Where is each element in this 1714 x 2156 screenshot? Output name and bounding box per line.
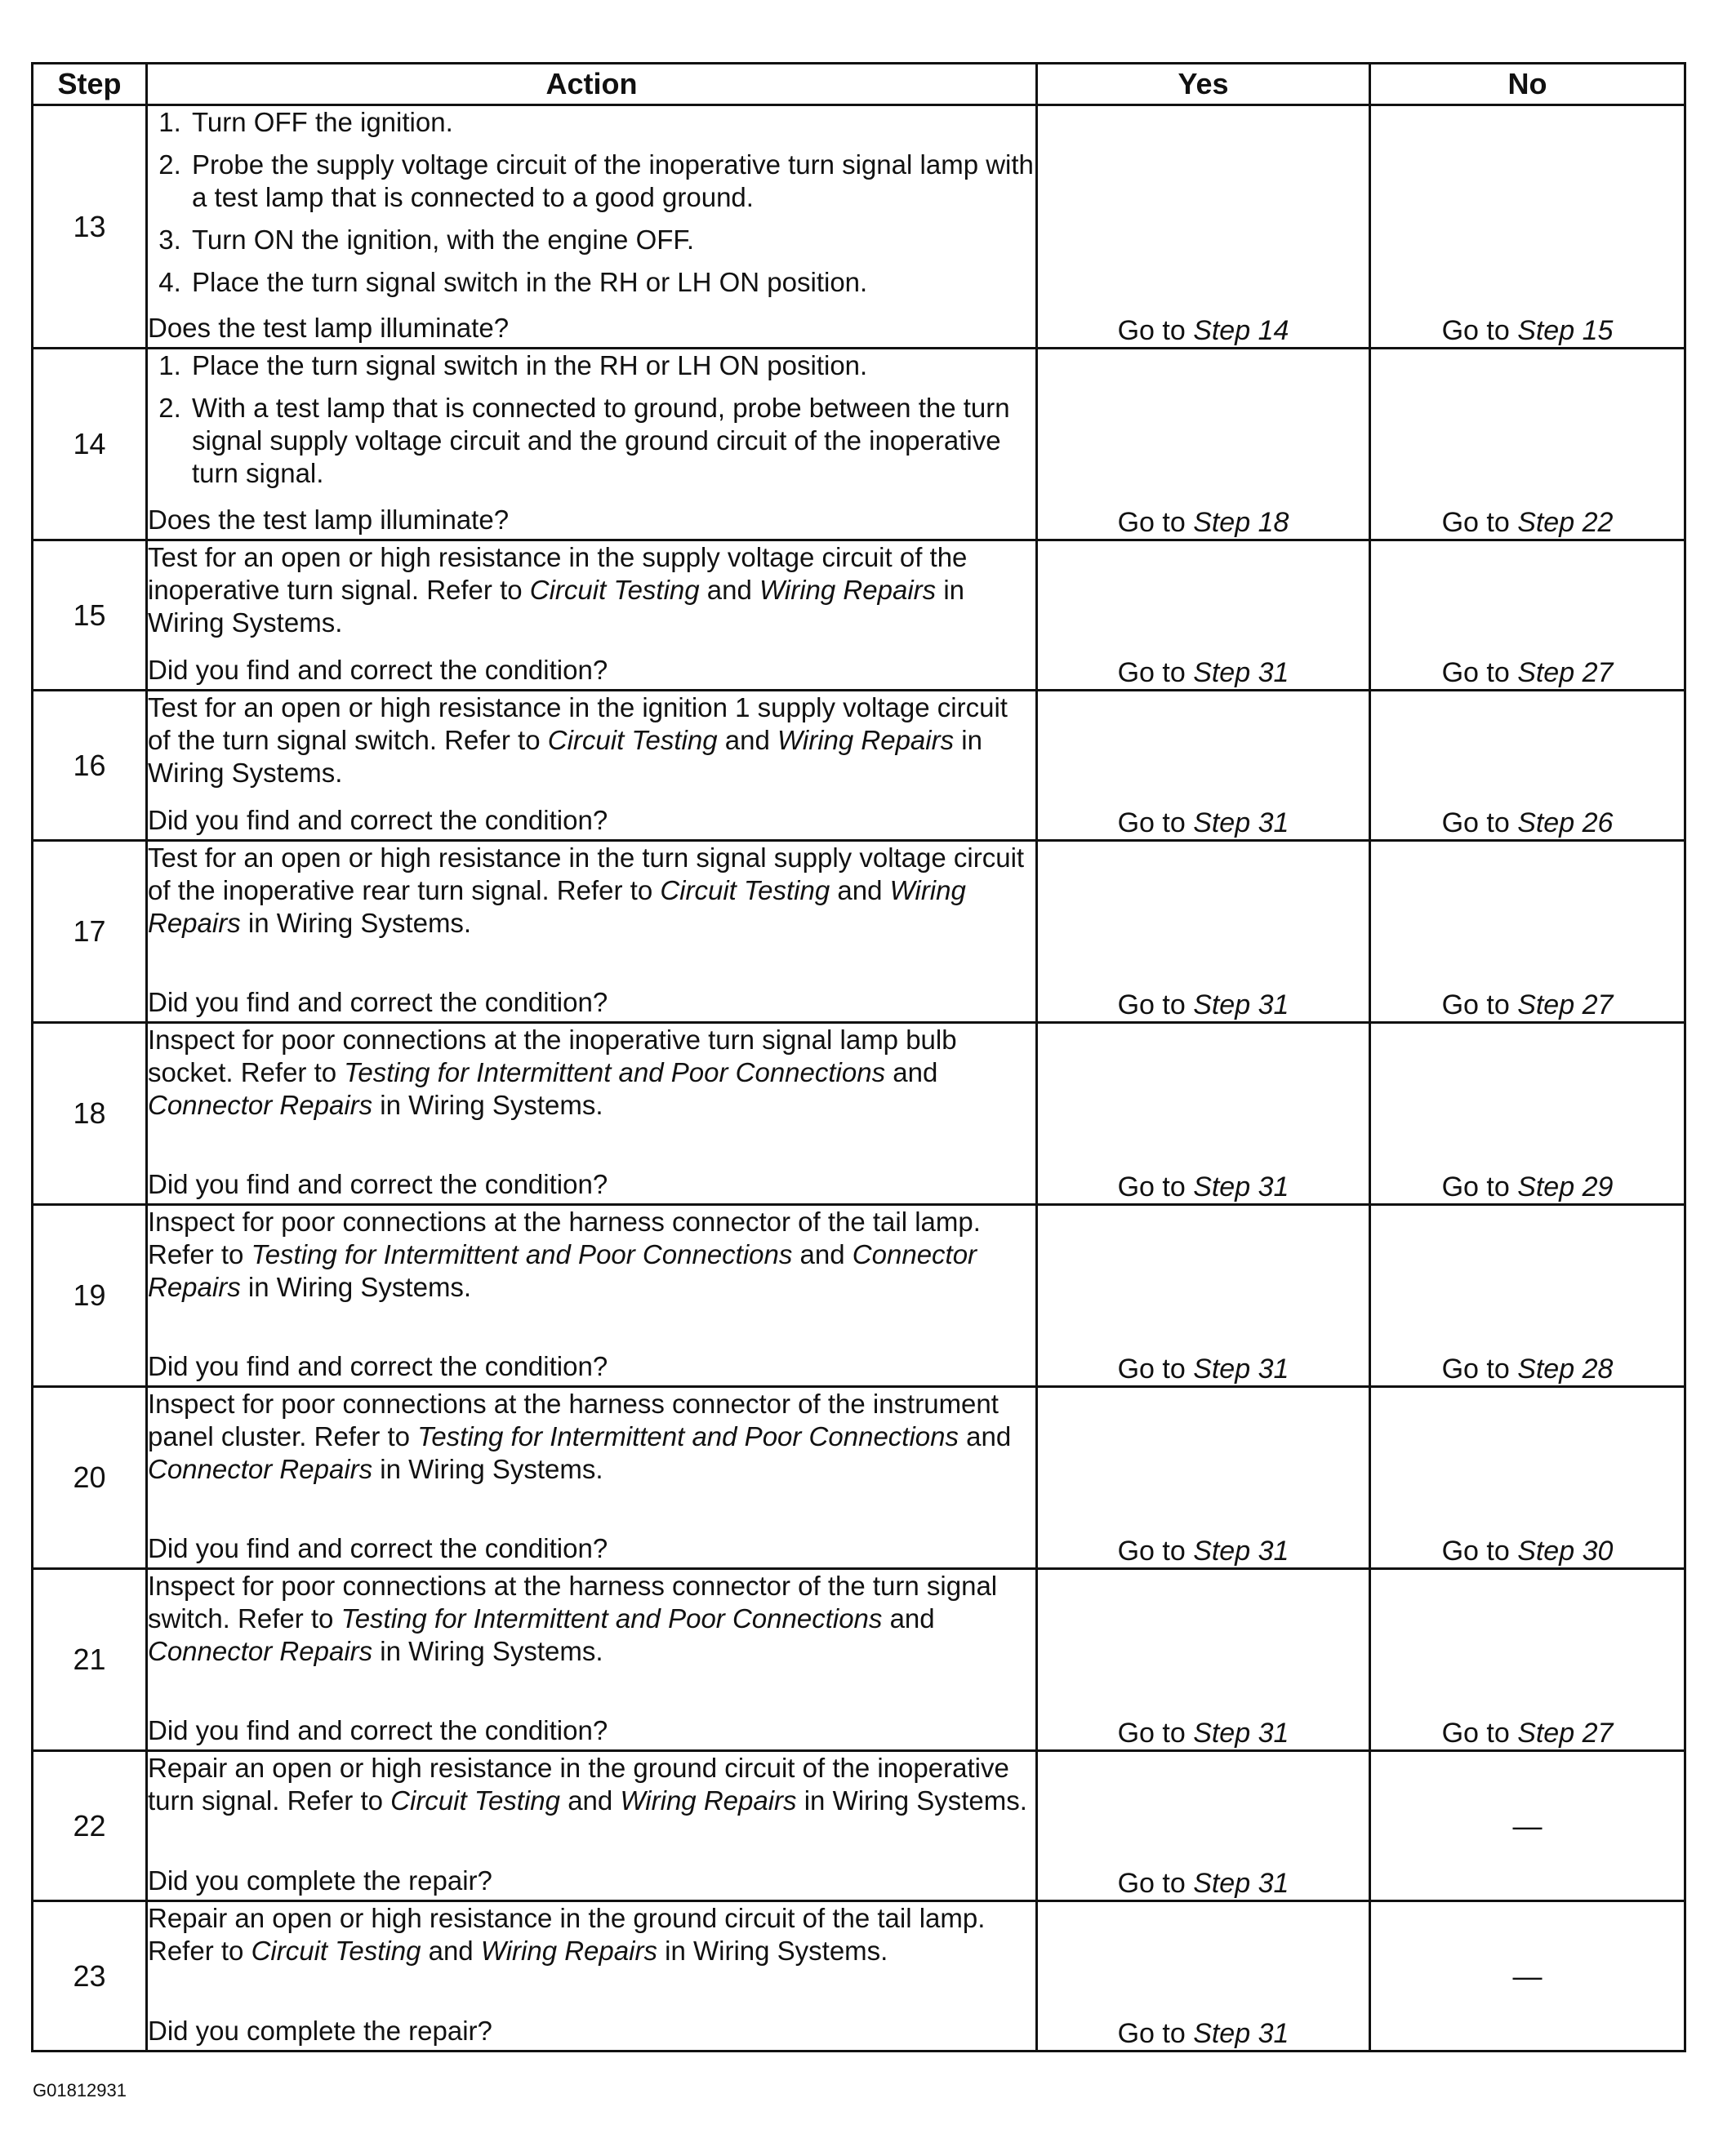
reference-link-text: Circuit Testing [529,575,700,605]
text-run: and [792,1239,853,1269]
reference-link-text: Wiring Repairs [148,875,966,938]
reference-link-text: Circuit Testing [390,1785,561,1816]
yes-answer [1037,1023,1370,1205]
text-run: Go to [1441,657,1518,688]
action-cell [147,105,1037,349]
no-answer [1370,1569,1685,1751]
action-instructions [148,1388,1035,1486]
text-run: and [830,875,890,905]
text-run: and [421,1936,481,1966]
reference-link-text: Step 31 [1193,657,1289,688]
text-run: Go to [1117,657,1194,688]
reference-link-text: Step 28 [1517,1354,1614,1385]
text-run: Go to [1441,989,1518,1020]
text-run: in Wiring Systems. [240,1272,472,1302]
reference-link-text: Step 31 [1193,807,1289,838]
text-run: in Wiring Systems. [240,908,472,938]
text-run: Test for an open or high resistance in the ignition 1 supply voltage circuit of the turn signal switch. Refer to [148,692,1008,755]
action-instructions [148,1206,1035,1304]
action-question: Did you complete the repair? [148,1865,492,1896]
text-run: Go to [1117,1868,1194,1899]
text-run: Go to [1441,1171,1518,1202]
step-number: 18 [33,1023,147,1205]
reference-link-text: Wiring Repairs [480,1936,657,1966]
table-row [33,349,1685,540]
action-cell [147,540,1037,691]
text-run: Go to [1441,1536,1518,1567]
yes-answer [1037,105,1370,349]
reference-link-text: Connector Repairs [148,1454,373,1484]
reference-link-text: Step 18 [1193,507,1289,538]
action-steps-list [148,106,1035,299]
table-row [33,1205,1685,1387]
reference-link-text: Wiring Repairs [777,725,955,755]
text-run: and [882,1603,935,1634]
action-instructions [148,842,1035,940]
text-run: Go to [1117,315,1194,346]
action-question: Did you find and correct the condition? [148,655,608,685]
action-step-item [189,149,1035,214]
step-number: 15 [33,540,147,691]
no-answer-dash: — [1370,1901,1685,2052]
header-no: No [1370,64,1685,105]
reference-link-text: Connector Repairs [148,1636,373,1666]
yes-answer [1037,1387,1370,1569]
action-question: Did you find and correct the condition? [148,805,608,835]
reference-link-text: Step 31 [1193,1536,1289,1567]
reference-link-text: Testing for Intermittent and Poor Connections [251,1239,793,1269]
step-number: 14 [33,349,147,540]
action-steps-list [148,349,1035,490]
text-run: Go to [1117,1354,1194,1385]
no-answer-dash: — [1370,1751,1685,1901]
text-run: Go to [1117,2018,1194,2049]
action-step-item [189,392,1035,490]
text-run: Go to [1117,1536,1194,1567]
action-cell [147,1387,1037,1569]
action-question: Did you find and correct the condition? [148,987,608,1017]
reference-link-text: Wiring Repairs [759,575,937,605]
text-run: in Wiring Systems. [796,1785,1027,1816]
reference-link-text: Step 31 [1193,989,1289,1020]
reference-link-text: Circuit Testing [251,1936,421,1966]
header-step: Step [33,64,147,105]
reference-link-text: Step 29 [1517,1171,1614,1202]
text-run: Probe the supply voltage circuit of the inoperative turn signal lamp with a test lamp that is connected to a good ground. [192,149,1034,212]
yes-answer [1037,1205,1370,1387]
reference-link-text: Step 22 [1517,507,1614,538]
text-run: in Wiring Systems. [148,575,965,638]
text-run: Inspect for poor connections at the inoperative turn signal lamp bulb socket. Refer to [148,1025,957,1087]
step-number: 16 [33,691,147,841]
action-question: Did you find and correct the condition? [148,1351,608,1381]
no-answer [1370,540,1685,691]
figure-id: G01812931 [33,2080,127,2100]
reference-link-text: Testing for Intermittent and Poor Connections [417,1421,959,1451]
action-instructions [148,349,1035,500]
text-run: Turn OFF the ignition. [192,107,453,137]
yes-answer [1037,1751,1370,1901]
action-instructions [148,1902,1035,1967]
text-run: in Wiring Systems. [372,1454,603,1484]
no-answer [1370,349,1685,540]
text-run: Place the turn signal switch in the RH or LH ON position. [192,267,868,297]
reference-link-text: Step 31 [1193,1171,1289,1202]
action-cell [147,1751,1037,1901]
action-question: Did you find and correct the condition? [148,1715,608,1745]
step-number: 21 [33,1569,147,1751]
action-step-item [189,224,1035,256]
step-number: 23 [33,1901,147,2052]
yes-answer [1037,1901,1370,2052]
action-step-item [189,266,1035,299]
text-run: Go to [1117,989,1194,1020]
no-answer [1370,841,1685,1023]
step-number: 19 [33,1205,147,1387]
reference-link-text: Step 27 [1517,657,1614,688]
reference-link-text: Circuit Testing [547,725,718,755]
table-row [33,841,1685,1023]
table-row [33,1751,1685,1901]
action-cell [147,349,1037,540]
text-run: Go to [1441,315,1518,346]
action-instructions [148,1570,1035,1668]
text-run: Go to [1117,507,1194,538]
reference-link-text: Testing for Intermittent and Poor Connections [341,1603,883,1634]
text-run: and [699,575,760,605]
table-body [33,105,1685,2052]
reference-link-text: Testing for Intermittent and Poor Connections [344,1057,886,1087]
table-row [33,1023,1685,1205]
action-step-item [189,349,1035,382]
text-run: Turn ON the ignition, with the engine OFF. [192,224,695,255]
yes-answer [1037,1569,1370,1751]
action-cell [147,1901,1037,2052]
action-question: Did you complete the repair? [148,2016,492,2046]
no-answer [1370,1387,1685,1569]
action-instructions [148,106,1035,309]
yes-answer [1037,691,1370,841]
text-run: Inspect for poor connections at the harness connector of the turn signal switch. Refer to [148,1571,998,1634]
reference-link-text: Step 15 [1517,315,1614,346]
header-action: Action [147,64,1037,105]
reference-link-text: Wiring Repairs [620,1785,797,1816]
action-question: Does the test lamp illuminate? [148,313,510,343]
text-run: Go to [1117,807,1194,838]
reference-link-text: Step 27 [1517,1718,1614,1749]
step-number: 22 [33,1751,147,1901]
action-cell [147,1023,1037,1205]
reference-link-text: Connector Repairs [148,1090,373,1120]
no-answer [1370,105,1685,349]
text-run: Repair an open or high resistance in the ground circuit of the tail lamp. Refer to [148,1903,986,1966]
reference-link-text: Step 26 [1517,807,1614,838]
action-step-item [189,106,1035,139]
action-instructions [148,691,1035,789]
action-instructions [148,1024,1035,1122]
text-run: and [885,1057,938,1087]
reference-link-text: Step 31 [1193,1868,1289,1899]
action-cell [147,841,1037,1023]
text-run: Repair an open or high resistance in the ground circuit of the inoperative turn signal. Refer to [148,1753,1009,1816]
text-run: Inspect for poor connections at the harness connector of the tail lamp. Refer to [148,1207,981,1269]
step-number: 20 [33,1387,147,1569]
text-run: Test for an open or high resistance in the supply voltage circuit of the inoperative turn signal. Refer to [148,542,968,605]
table-row [33,540,1685,691]
reference-link-text: Circuit Testing [660,875,830,905]
text-run: With a test lamp that is connected to ground, probe between the turn signal supply voltage circuit and the ground circuit of the inoperative turn signal. [192,393,1010,488]
action-instructions [148,1752,1035,1817]
no-answer [1370,1205,1685,1387]
text-run: Go to [1441,1718,1518,1749]
table-row [33,691,1685,841]
text-run: Place the turn signal switch in the RH or LH ON position. [192,350,868,380]
diagnostic-table [31,62,1686,2052]
text-run: Test for an open or high resistance in the turn signal supply voltage circuit of the inoperative rear turn signal. Refer to [148,842,1025,905]
reference-link-text: Step 31 [1193,1718,1289,1749]
table-row [33,105,1685,349]
reference-link-text: Step 30 [1517,1536,1614,1567]
text-run: in Wiring Systems. [372,1090,603,1120]
table-header [33,64,1685,105]
action-question: Did you find and correct the condition? [148,1169,608,1199]
text-run: in Wiring Systems. [657,1936,888,1966]
reference-link-text: Step 27 [1517,989,1614,1020]
action-question: Did you find and correct the condition? [148,1533,608,1563]
action-cell [147,1205,1037,1387]
action-question: Does the test lamp illuminate? [148,505,510,535]
reference-link-text: Step 31 [1193,2018,1289,2049]
no-answer [1370,1023,1685,1205]
table-row [33,1387,1685,1569]
header-yes: Yes [1037,64,1370,105]
table-row [33,1569,1685,1751]
text-run: in Wiring Systems. [372,1636,603,1666]
yes-answer [1037,540,1370,691]
action-cell [147,1569,1037,1751]
text-run: Go to [1441,807,1518,838]
table-row [33,1901,1685,2052]
text-run: Go to [1117,1171,1194,1202]
text-run: and [560,1785,621,1816]
text-run: Go to [1117,1718,1194,1749]
text-run: and [959,1421,1012,1451]
text-run: in Wiring Systems. [148,725,982,788]
text-run: Go to [1441,1354,1518,1385]
action-instructions [148,541,1035,639]
no-answer [1370,691,1685,841]
reference-link-text: Step 14 [1193,315,1289,346]
action-cell [147,691,1037,841]
yes-answer [1037,349,1370,540]
text-run: Go to [1441,507,1518,538]
reference-link-text: Connector Repairs [148,1239,977,1302]
reference-link-text: Step 31 [1193,1354,1289,1385]
step-number: 17 [33,841,147,1023]
text-run: and [717,725,778,755]
text-run: Inspect for poor connections at the harness connector of the instrument panel cluster. Refer to [148,1389,999,1451]
step-number: 13 [33,105,147,349]
yes-answer [1037,841,1370,1023]
